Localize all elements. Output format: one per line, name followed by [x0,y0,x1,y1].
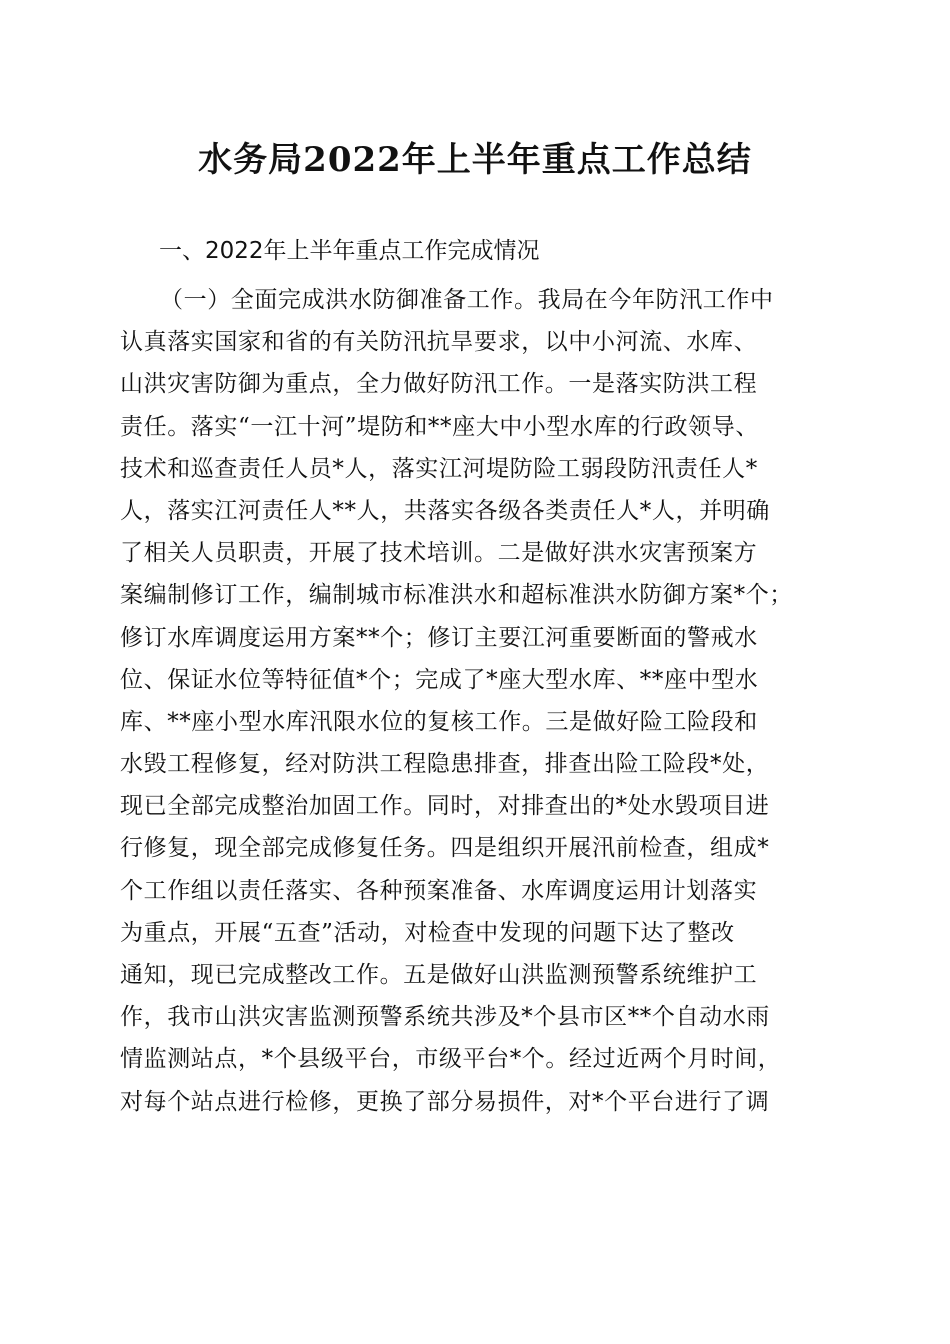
body-line: 通知，现已完成整改工作。五是做好山洪监测预警系统维护工 [120,962,758,988]
section-heading: 一、2022年上半年重点工作完成情况 [159,238,540,264]
body-line: 修订水库调度运用方案**个；修订主要江河重要断面的警戒水 [120,624,758,651]
body-line: 库、**座小型水库汛限水位的复核工作。三是做好险工险段和 [120,708,758,735]
body-line: 案编制修订工作，编制城市标准洪水和超标准洪水防御方案*个； [120,582,793,609]
body-paragraph [120,279,840,1123]
document-title: 水务局2022年上半年重点工作总结 [198,140,752,180]
body-line: 了相关人员职责，开展了技术培训。二是做好洪水灾害预案方 [120,540,758,567]
body-line: 为重点，开展“五查”活动，对检查中发现的问题下达了整改 [120,919,735,946]
body-line: 山洪灾害防御为重点，全力做好防汛工作。一是落实防洪工程 [120,371,758,398]
body-line: 个工作组以责任落实、各种预案准备、水库调度运用计划落实 [120,877,758,904]
body-line: 水毁工程修复，经对防洪工程隐患排查，排查出险工险段*处， [120,751,770,778]
body-line: 位、保证水位等特征值*个；完成了*座大型水库、**座中型水 [120,666,759,693]
body-line: 作，我市山洪灾害监测预警系统共涉及*个县市区**个自动水雨 [120,1004,770,1031]
body-line: 技术和巡查责任人员*人，落实江河堤防险工弱段防汛责任人* [120,455,758,482]
body-line: 认真落实国家和省的有关防汛抗旱要求，以中小河流、水库、 [120,329,758,356]
body-line: （一）全面完成洪水防御准备工作。我局在今年防汛工作中 [160,287,774,313]
body-line: 行修复，现全部完成修复任务。四是组织开展汛前检查，组成* [120,835,770,862]
body-line: 责任。落实“一江十河”堤防和**座大中小型水库的行政领导、 [120,413,759,440]
body-line: 情监测站点，*个县级平台，市级平台*个。经过近两个月时间， [120,1046,782,1073]
body-line: 人，落实江河责任人**人，共落实各级各类责任人*人，并明确 [120,497,770,524]
body-line: 现已全部完成整治加固工作。同时，对排查出的*处水毁项目进 [120,793,770,820]
body-line: 对每个站点进行检修，更换了部分易损件，对*个平台进行了调 [120,1088,770,1115]
